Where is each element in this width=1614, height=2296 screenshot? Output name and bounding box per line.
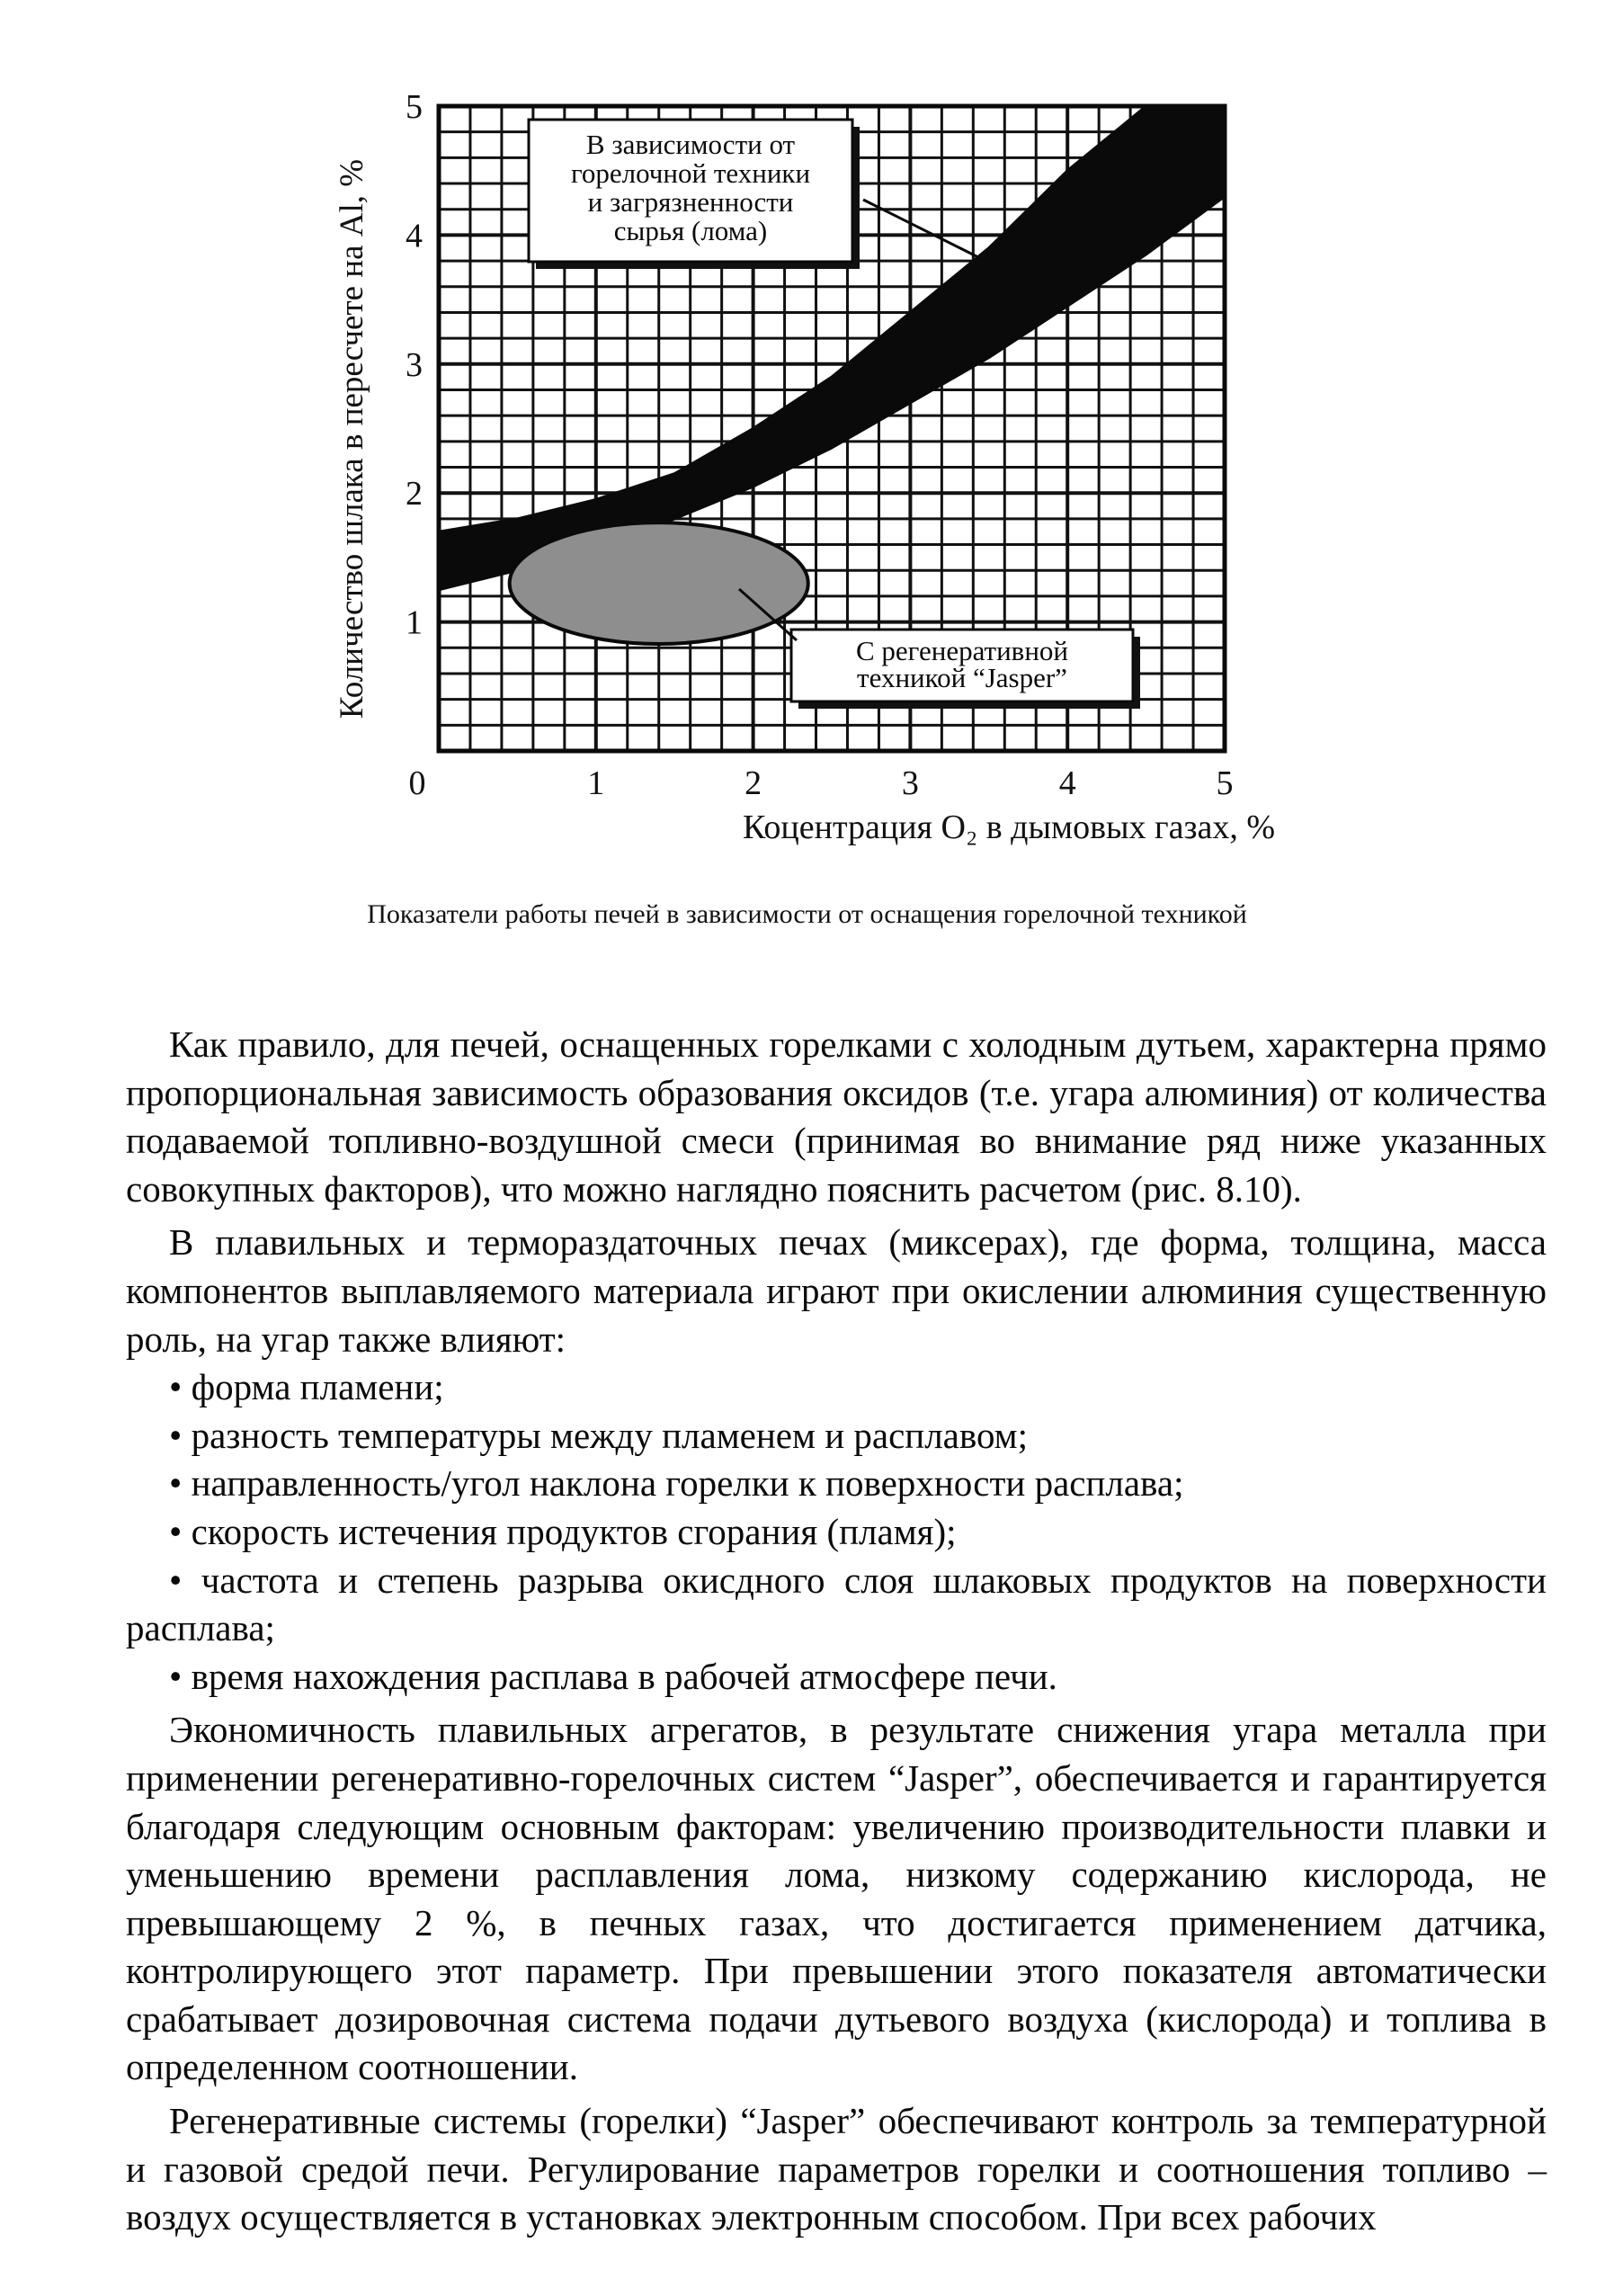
- band-label-line: В зависимости от: [585, 129, 796, 160]
- list-item: • разность температуры между пламенем и расплавом;: [126, 1412, 1547, 1461]
- slag-chart: [0, 0, 1614, 881]
- band-label-line: и загрязненности: [587, 186, 794, 218]
- paragraph-3: Экономичность плавильных агрегатов, в результате снижения угара металла при применении регенеративно-горелочных систем “Jasper”, обеспечивается и гарантируется благодаря следующим основным факторам: увеличению производительности плавки и уменьшению времени расплавления лома, низкому содержанию кислорода, не превышающему 2 %, в печных газах, что достигается применением датчика, контролирующего этот параметр. При превышении этого показателя автоматически срабатывает дозировочная система подачи дутьевого воздуха (кислорода) и топлива в определенном соотношении.: [126, 1709, 1547, 2088]
- list-item: • частота и степень разрыва окисдного слоя шлаковых продуктов на поверхности расплава;: [126, 1557, 1547, 1653]
- x-tick-label: 3: [901, 764, 919, 802]
- y-tick-label: 3: [406, 345, 423, 384]
- x-tick-label: 1: [587, 764, 605, 802]
- x-axis-label: Коцентрация O₂ в дымовых газах, %: [742, 809, 1276, 846]
- paragraph-2: В плавильных и термораздаточных печах (миксерах), где форма, толщина, масса компонентов выплавляемого материала играют при окислении алюминия существенную роль, на угар также влияют:: [126, 1221, 1547, 1360]
- band-label-line: горелочной техники: [570, 157, 811, 189]
- y-tick-label: 1: [406, 603, 423, 642]
- y-tick-label: 5: [406, 88, 423, 126]
- x-tick-label: 5: [1216, 764, 1234, 802]
- y-tick-label: 4: [406, 217, 423, 255]
- ellipse-label-line: С регенеративной: [855, 635, 1069, 666]
- body-text: [126, 1021, 1547, 2242]
- y-tick-label: 2: [406, 475, 423, 514]
- x-tick-label: 4: [1058, 764, 1076, 802]
- list-item: • скорость истечения продуктов сгорания (пламя);: [126, 1508, 1547, 1557]
- paragraph-1: Как правило, для печей, оснащенных горелками с холодным дутьем, характерна прямо пропорциональная зависимость образования оксидов (т.е. угара алюминия) от количества подаваемой топливно-воздушной смеси (принимая во внимание ряд ниже указанных совокупных факторов), что можно наглядно пояснить расчетом (рис. 8.10).: [126, 1023, 1547, 1210]
- list-item: • время нахождения расплава в рабочей атмосфере печи.: [126, 1653, 1547, 1702]
- x-tick-label: 0: [408, 764, 426, 802]
- factor-list: [126, 1363, 1547, 1701]
- paragraph-4: Регенеративные системы (горелки) “Jasper” обеспечивают контроль за температурной и газовой средой печи. Регулирование параметров горелки и соотношения топливо – воздух осуществляется в установках электронным способом. При всех рабочих: [126, 2100, 1547, 2238]
- y-axis-label: Количество шлака в пересчете на Al, %: [334, 158, 370, 719]
- list-item: • форма пламени;: [126, 1363, 1547, 1412]
- figure-caption: Показатели работы печей в зависимости от оснащения горелочной техникой: [367, 899, 1247, 929]
- x-tick-label: 2: [745, 764, 762, 802]
- band-label-line: сырья (лома): [613, 215, 768, 246]
- ellipse-label-line: техникой “Jasper”: [857, 662, 1067, 693]
- ellipse-region: [510, 523, 808, 644]
- list-item: • направленность/угол наклона горелки к поверхности расплава;: [126, 1460, 1547, 1508]
- chart-ellipse-layer: [510, 523, 808, 644]
